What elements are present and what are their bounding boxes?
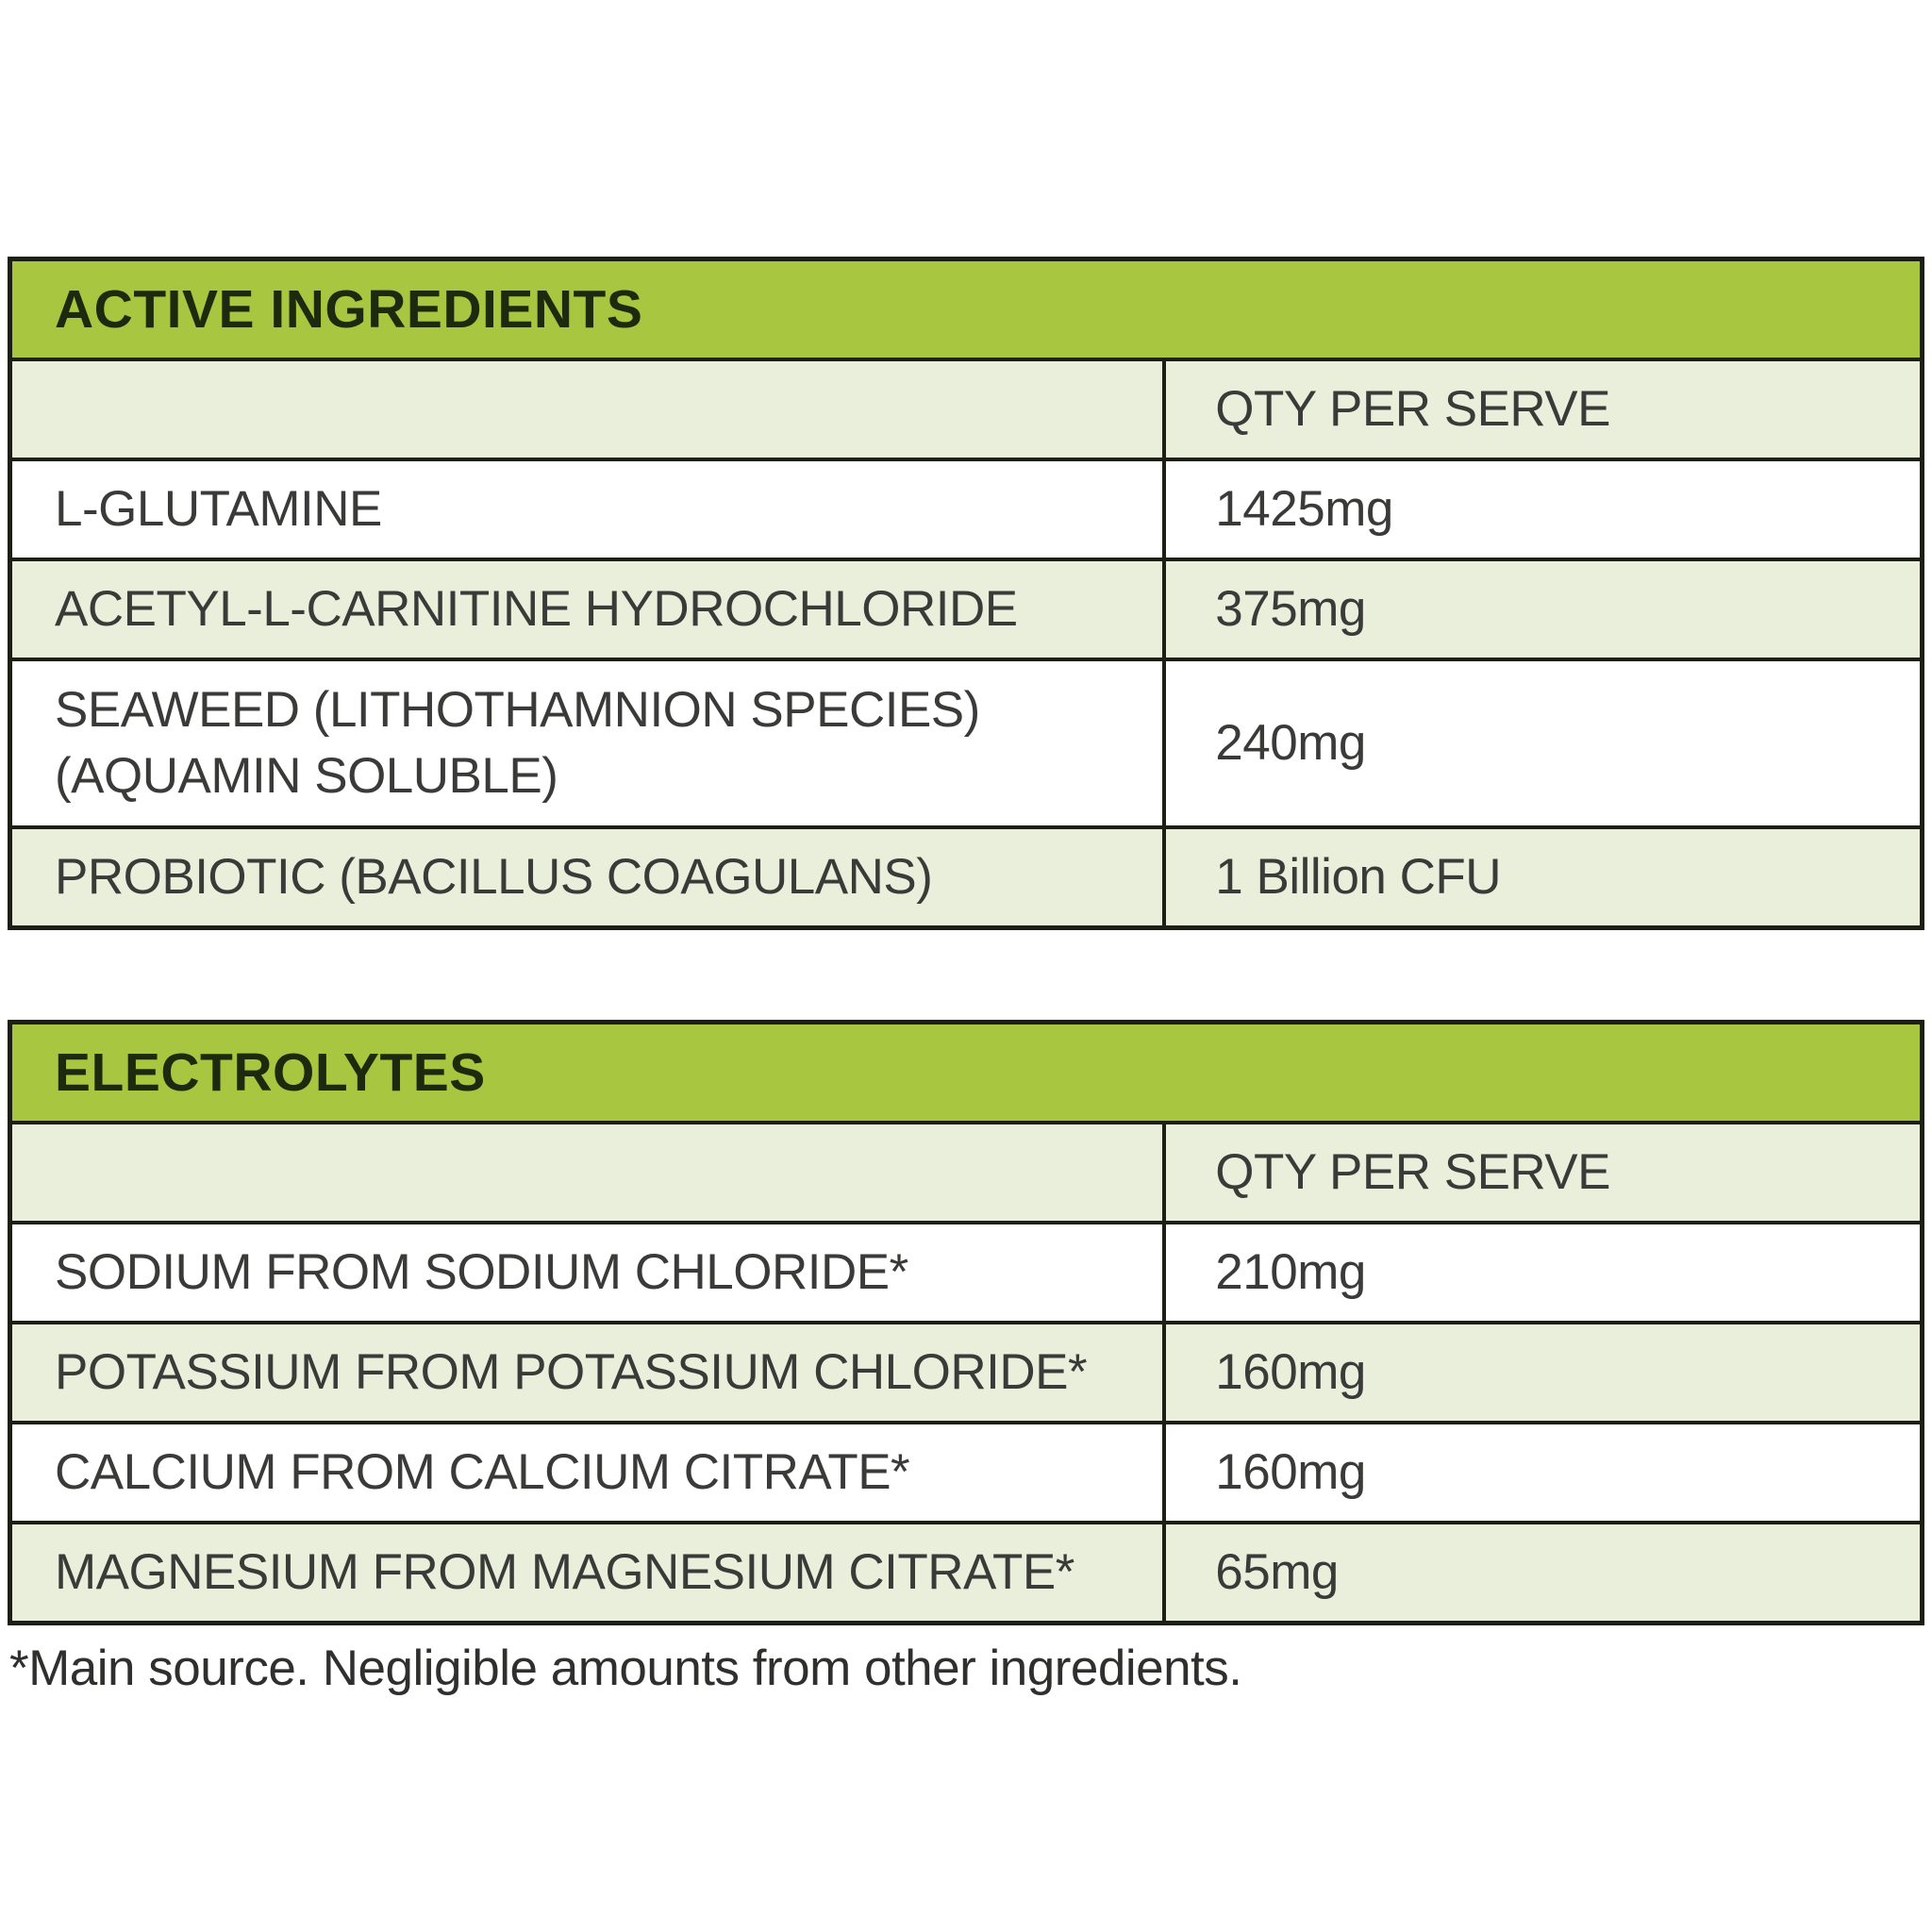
footnote: *Main source. Negligible amounts from other ingredients. [9, 1641, 1242, 1696]
empty-header-cell [12, 1124, 1166, 1221]
table-row [12, 1221, 1920, 1321]
qty-header-cell [1166, 361, 1920, 458]
ingredient-name: ACETYL-L-CARNITINE HYDROCHLORIDE [12, 561, 1166, 658]
table-title: ACTIVE INGREDIENTS [55, 279, 643, 340]
ingredient-name: MAGNESIUM FROM MAGNESIUM CITRATE* [12, 1524, 1166, 1621]
ingredient-qty: 65mg [1215, 1544, 1339, 1601]
ingredient-name: L-GLUTAMINE [12, 461, 1166, 558]
ingredient-qty: 210mg [1215, 1244, 1366, 1301]
table-row [12, 1521, 1920, 1621]
table-row [12, 658, 1920, 825]
ingredient-qty: 1425mg [1215, 481, 1393, 538]
ingredient-qty: 375mg [1215, 581, 1366, 638]
table-row [12, 1421, 1920, 1521]
table-row [12, 558, 1920, 658]
electrolytes-table [8, 1020, 1924, 1625]
qty-header-label: QTY PER SERVE [1215, 1144, 1610, 1201]
active-ingredients-table [8, 257, 1924, 930]
ingredient-qty: 160mg [1215, 1344, 1366, 1401]
ingredient-name: POTASSIUM FROM POTASSIUM CHLORIDE* [12, 1324, 1166, 1421]
active-ingredients-title-bar [12, 261, 1920, 358]
column-header-row [12, 358, 1920, 458]
table-title: ELECTROLYTES [55, 1042, 486, 1103]
electrolytes-title-bar [12, 1024, 1920, 1121]
column-header-row [12, 1121, 1920, 1221]
ingredient-name: PROBIOTIC (BACILLUS COAGULANS) [12, 829, 1166, 925]
qty-header-label: QTY PER SERVE [1215, 381, 1610, 438]
table-row [12, 825, 1920, 925]
ingredient-qty: 240mg [1215, 715, 1366, 772]
qty-header-cell [1166, 1124, 1920, 1221]
table-row [12, 1321, 1920, 1421]
empty-header-cell [12, 361, 1166, 458]
table-row [12, 458, 1920, 558]
ingredient-qty: 160mg [1215, 1444, 1366, 1501]
ingredient-name: SODIUM FROM SODIUM CHLORIDE* [12, 1224, 1166, 1321]
ingredient-qty: 1 Billion CFU [1215, 849, 1502, 906]
ingredient-name: SEAWEED (LITHOTHAMNION SPECIES) (AQUAMIN SOLUBLE) [12, 661, 1166, 825]
ingredient-name: CALCIUM FROM CALCIUM CITRATE* [12, 1424, 1166, 1521]
